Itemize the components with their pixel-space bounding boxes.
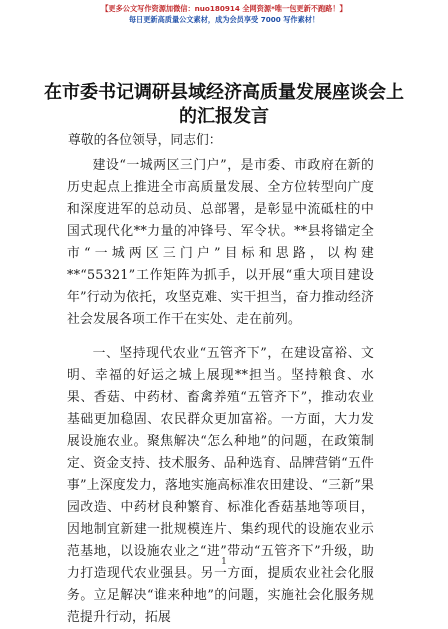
paragraph-section-one: 一、坚持现代农业“五管齐下”，在建设富裕、文明、幸福的好运之城上展现**担当。坚持粮食、水果、香菇、中药材、畜禽养殖“五管齐下”，推动农业基础更加稳固、农民群众更加富裕。一方面，大力发展设施农业。聚焦解决“怎么种地”的问题，在政策制定、资金支持、技术服务、品种选育、品牌营销“五件事”上深度发力，落地实施高标准农田建设、“三新”果园改造、中药材良种繁育、标准化香菇基地等项目，因地制宜新建一批规模连片、集约现代的设施农业示范基地，以设施农业之“进”带动“五管齐下”升级，助力打造现代农业强县。另一方面，提质农业社会化服务。立足解决“谁来种地”的问题，实施社会化服务规范提升行动，拓展	[67, 346, 374, 625]
title-line-2: 的汇报发言	[179, 106, 269, 127]
document-title	[0, 81, 448, 129]
header-banner	[0, 3, 448, 25]
salutation: 尊敬的各位领导，同志们：	[68, 133, 222, 148]
title-line-1: 在市委书记调研县域经济高质量发展座谈会上	[44, 82, 404, 103]
banner-promo-line-2: 每日更新高质量公文素材，成为会员享受 7000 写作素材！	[128, 15, 320, 24]
paragraph-intro: 建设“一城两区三门户”，是市委、市政府在新的历史起点上推进全市高质量发展、全方位转型向广度和深度进军的总动员、总部署，是彰显中流砥柱的中国式现代化**力量的冲锋号、军令状。**县将锚定全市“一城两区三门户”目标和思路，以构建**“55321”工作矩阵为抓手，以开展“重大项目建设年”行动为依托，攻坚克难、实干担当，奋力推动经济社会发展各项工作干在实处、走在前列。	[67, 158, 374, 327]
banner-promo-line-1: 【更多公文写作资源加微信：nuo180914 全网资源*唯一包更新不跑路！】	[101, 4, 347, 13]
page-number: 1	[221, 557, 227, 567]
